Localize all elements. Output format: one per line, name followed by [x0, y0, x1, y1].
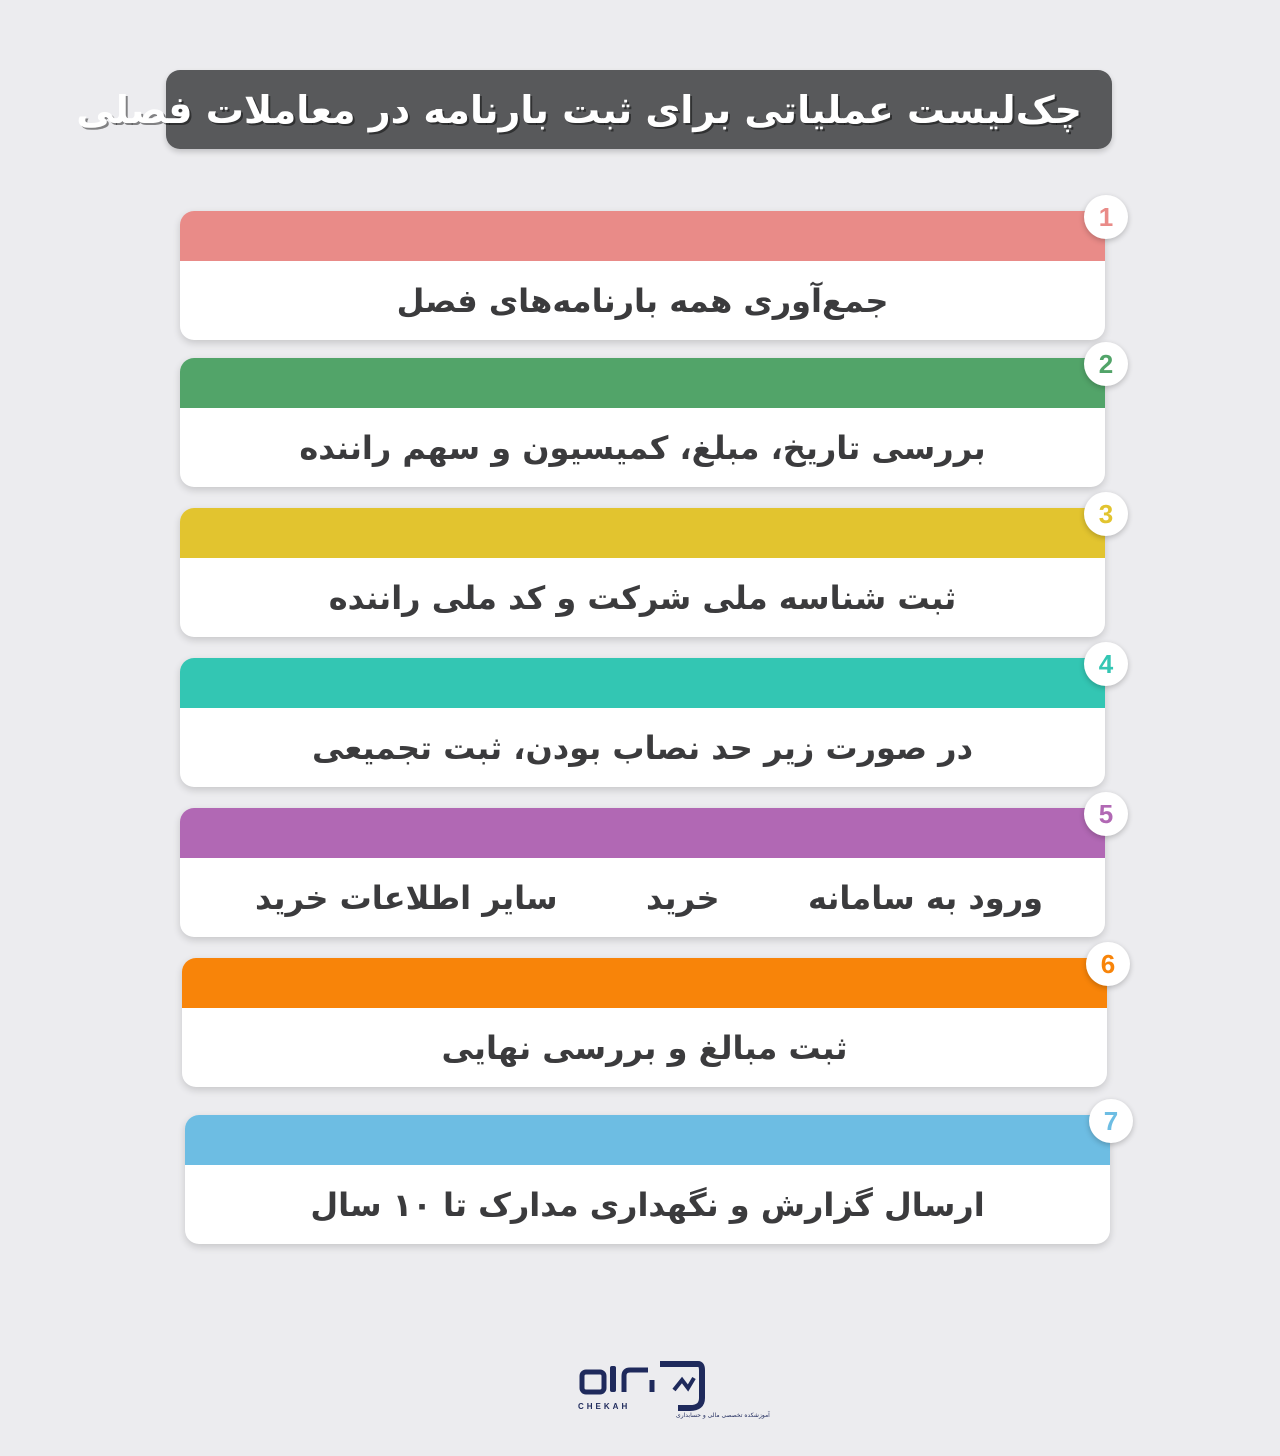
step-color-band: [185, 1115, 1110, 1165]
logo-tagline: آموزشکده تخصصی مالی و حسابداری: [676, 1412, 770, 1419]
step-card-7: [185, 1105, 1119, 1244]
step-color-band: [180, 658, 1105, 708]
page-title: چک‌لیست عملیاتی برای ثبت بارنامه در معاملات فصلی: [76, 87, 1082, 132]
step-color-band: [180, 808, 1105, 858]
step-color-band: [180, 508, 1105, 558]
step-text: ارسال گزارش و نگهداری مدارک تا ۱۰ سال: [310, 1185, 985, 1224]
step-5-parts: [180, 879, 1105, 917]
step-text: بررسی تاریخ، مبلغ، کمیسیون و سهم راننده: [299, 428, 986, 467]
step-number-badge: 6: [1086, 942, 1130, 986]
step-number-badge: 4: [1084, 642, 1128, 686]
step-text: در صورت زیر حد نصاب بودن، ثبت تجمیعی: [312, 728, 973, 767]
title-banner: [76, 70, 1112, 149]
step-number-badge: 7: [1089, 1099, 1133, 1143]
step-text: ثبت مبالغ و بررسی نهایی: [441, 1028, 848, 1067]
step-color-band: [180, 211, 1105, 261]
logo-latin: CHEKAH: [578, 1402, 631, 1411]
step-number-badge: 5: [1084, 792, 1128, 836]
step-card-2: [180, 348, 1114, 487]
step-number-badge: 3: [1084, 492, 1128, 536]
step-card-5: [180, 798, 1114, 937]
step-color-band: [180, 358, 1105, 408]
step-number-badge: 2: [1084, 342, 1128, 386]
step-card-1: [180, 201, 1114, 340]
step-text: ثبت شناسه ملی شرکت و کد ملی راننده: [328, 578, 957, 617]
step-number-badge: 1: [1084, 195, 1128, 239]
step-card-6: [182, 948, 1116, 1087]
step-part-purchase: خرید: [646, 878, 720, 917]
step-card-4: [180, 648, 1114, 787]
step-part-other-info: سایر اطلاعات خرید: [255, 878, 558, 917]
step-part-login: ورود به سامانه: [807, 878, 1043, 917]
step-text: جمع‌آوری همه بارنامه‌های فصل: [396, 281, 889, 320]
step-color-band: [182, 958, 1107, 1008]
step-card-3: [180, 498, 1114, 637]
